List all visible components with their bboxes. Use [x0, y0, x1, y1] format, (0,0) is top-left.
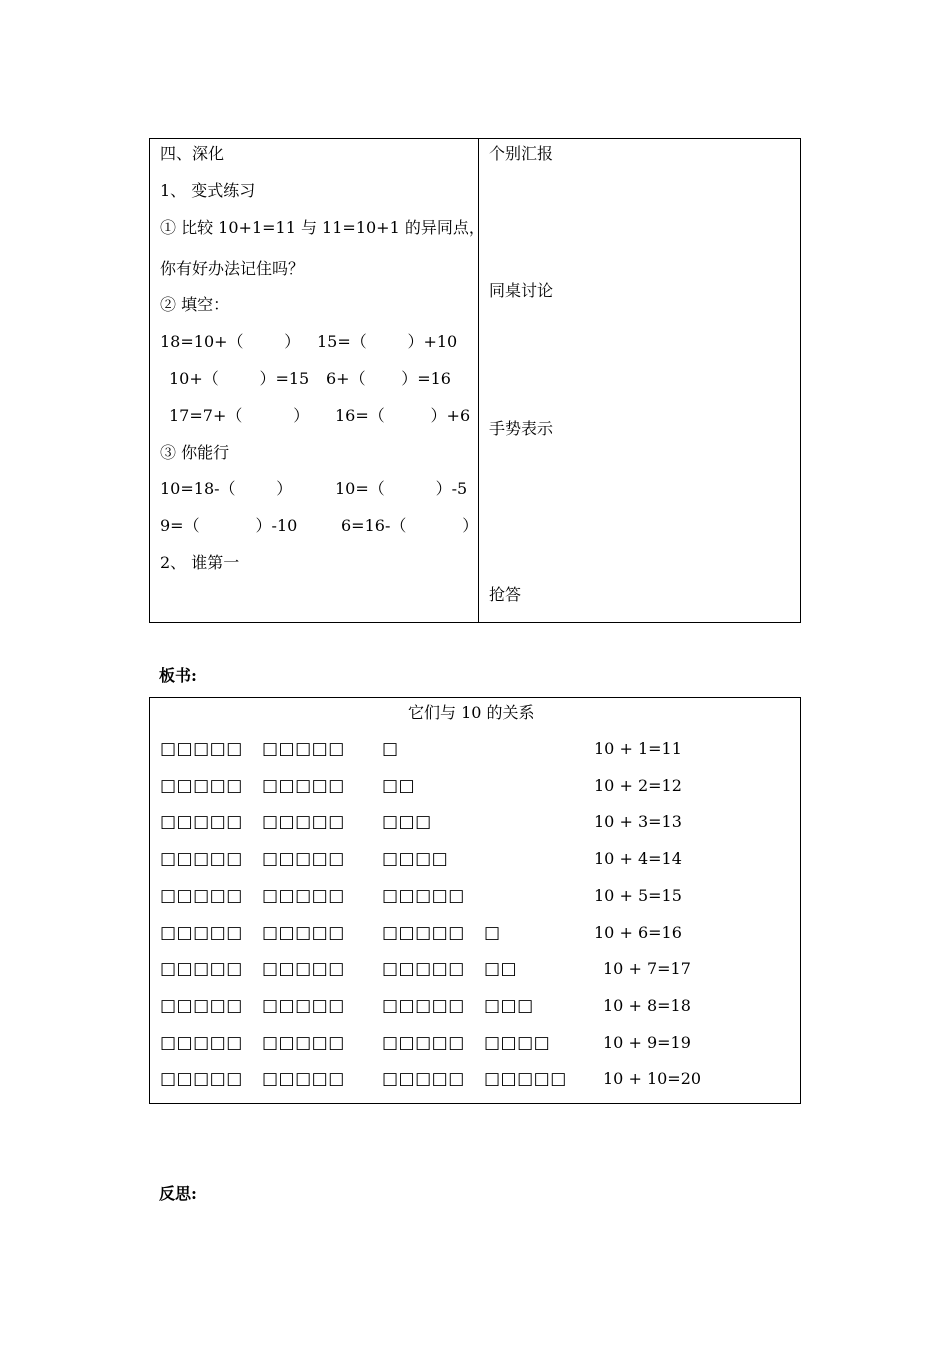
- square-group: □□□□□: [160, 739, 243, 759]
- section-heading: 四、深化: [160, 144, 225, 163]
- board-equation: 10 + 8=18: [603, 995, 691, 1015]
- board-equation: 10 + 7=17: [603, 959, 691, 979]
- fill-item: 17=7+（ ）: [169, 406, 310, 425]
- board-equation: 10 + 9=19: [603, 1032, 691, 1052]
- square-group: □□□□□: [160, 885, 243, 906]
- square-group: □□□□□: [262, 1069, 345, 1090]
- activity-individual-report: 个别汇报: [489, 144, 554, 163]
- square-group: □□: [484, 959, 518, 980]
- square-group: □□□□□: [262, 995, 345, 1016]
- square-group: □□: [382, 775, 416, 796]
- competition-heading: 2、 谁第一: [160, 553, 240, 572]
- board-equation: 10 + 5=15: [594, 885, 682, 905]
- column-divider: [478, 139, 479, 622]
- board-equation: 10 + 1=11: [594, 739, 682, 758]
- challenge-heading: ③ 你能行: [160, 443, 230, 462]
- square-group: □□□□□: [160, 922, 243, 943]
- square-group: □□□□□: [160, 959, 243, 980]
- square-group: □□□□□: [262, 885, 345, 906]
- challenge-item: 9=（ ）-10: [160, 516, 298, 535]
- square-group: □□□: [382, 812, 432, 833]
- activity-pair-discussion: 同桌讨论: [489, 281, 554, 300]
- square-group: □□□□□: [160, 775, 243, 796]
- square-group: □□□□□: [484, 1069, 567, 1090]
- square-group: □□□□□: [382, 885, 465, 906]
- board-equation: 10 + 6=16: [594, 922, 682, 942]
- square-group: □□□□□: [382, 995, 465, 1016]
- fill-item: 6+（ ）=16: [326, 369, 451, 388]
- square-group: □□□□: [382, 849, 449, 870]
- square-group: □: [484, 922, 501, 943]
- square-group: □□□□□: [262, 922, 345, 943]
- activity-gesture: 手势表示: [489, 419, 554, 438]
- square-group: □□□□□: [262, 1032, 345, 1053]
- fill-item: 10+（ ）=15: [169, 369, 310, 388]
- board-label: 板书:: [159, 666, 197, 685]
- fill-blank-heading: ② 填空：: [160, 295, 230, 314]
- exercise-heading: 1、 变式练习: [160, 181, 256, 200]
- square-group: □□□□□: [382, 1069, 465, 1090]
- board-equation: 10 + 3=13: [594, 812, 682, 832]
- board-equation: 10 + 2=12: [594, 775, 682, 795]
- square-group: □□□□□: [262, 959, 345, 980]
- square-group: □□□□□: [262, 849, 345, 870]
- fill-item: 16=（ ）+6: [335, 406, 471, 425]
- compare-question: ① 比较 10+1=11 与 11=10+1 的异同点，: [160, 218, 485, 237]
- square-group: □□□□□: [160, 1032, 243, 1053]
- square-group: □□□□□: [160, 812, 243, 833]
- square-group: □: [382, 739, 399, 759]
- board-table: [149, 697, 801, 1104]
- square-group: □□□: [484, 995, 534, 1016]
- board-title: 它们与 10 的关系: [408, 703, 535, 722]
- memory-question: 你有好办法记住吗？: [160, 259, 305, 278]
- challenge-item: 6=16-（ ）: [341, 516, 479, 535]
- square-group: □□□□□: [160, 849, 243, 870]
- board-equation: 10 + 10=20: [603, 1069, 702, 1089]
- square-group: □□□□□: [160, 1069, 243, 1090]
- reflection-label: 反思:: [159, 1184, 197, 1203]
- fill-item: 15=（ ）+10: [317, 332, 458, 351]
- square-group: □□□□□: [160, 995, 243, 1016]
- fill-item: 18=10+（ ）: [160, 332, 301, 351]
- board-equation: 10 + 4=14: [594, 849, 682, 869]
- square-group: □□□□□: [262, 775, 345, 796]
- square-group: □□□□□: [262, 812, 345, 833]
- activity-quick-answer: 抢答: [489, 585, 522, 604]
- challenge-item: 10=（ ）-5: [335, 479, 468, 498]
- square-group: □□□□□: [262, 739, 345, 759]
- square-group: □□□□□: [382, 922, 465, 943]
- square-group: □□□□□: [382, 1032, 465, 1053]
- lesson-table: [149, 138, 801, 623]
- square-group: □□□□: [484, 1032, 551, 1053]
- square-group: □□□□□: [382, 959, 465, 980]
- challenge-item: 10=18-（ ）: [160, 479, 293, 498]
